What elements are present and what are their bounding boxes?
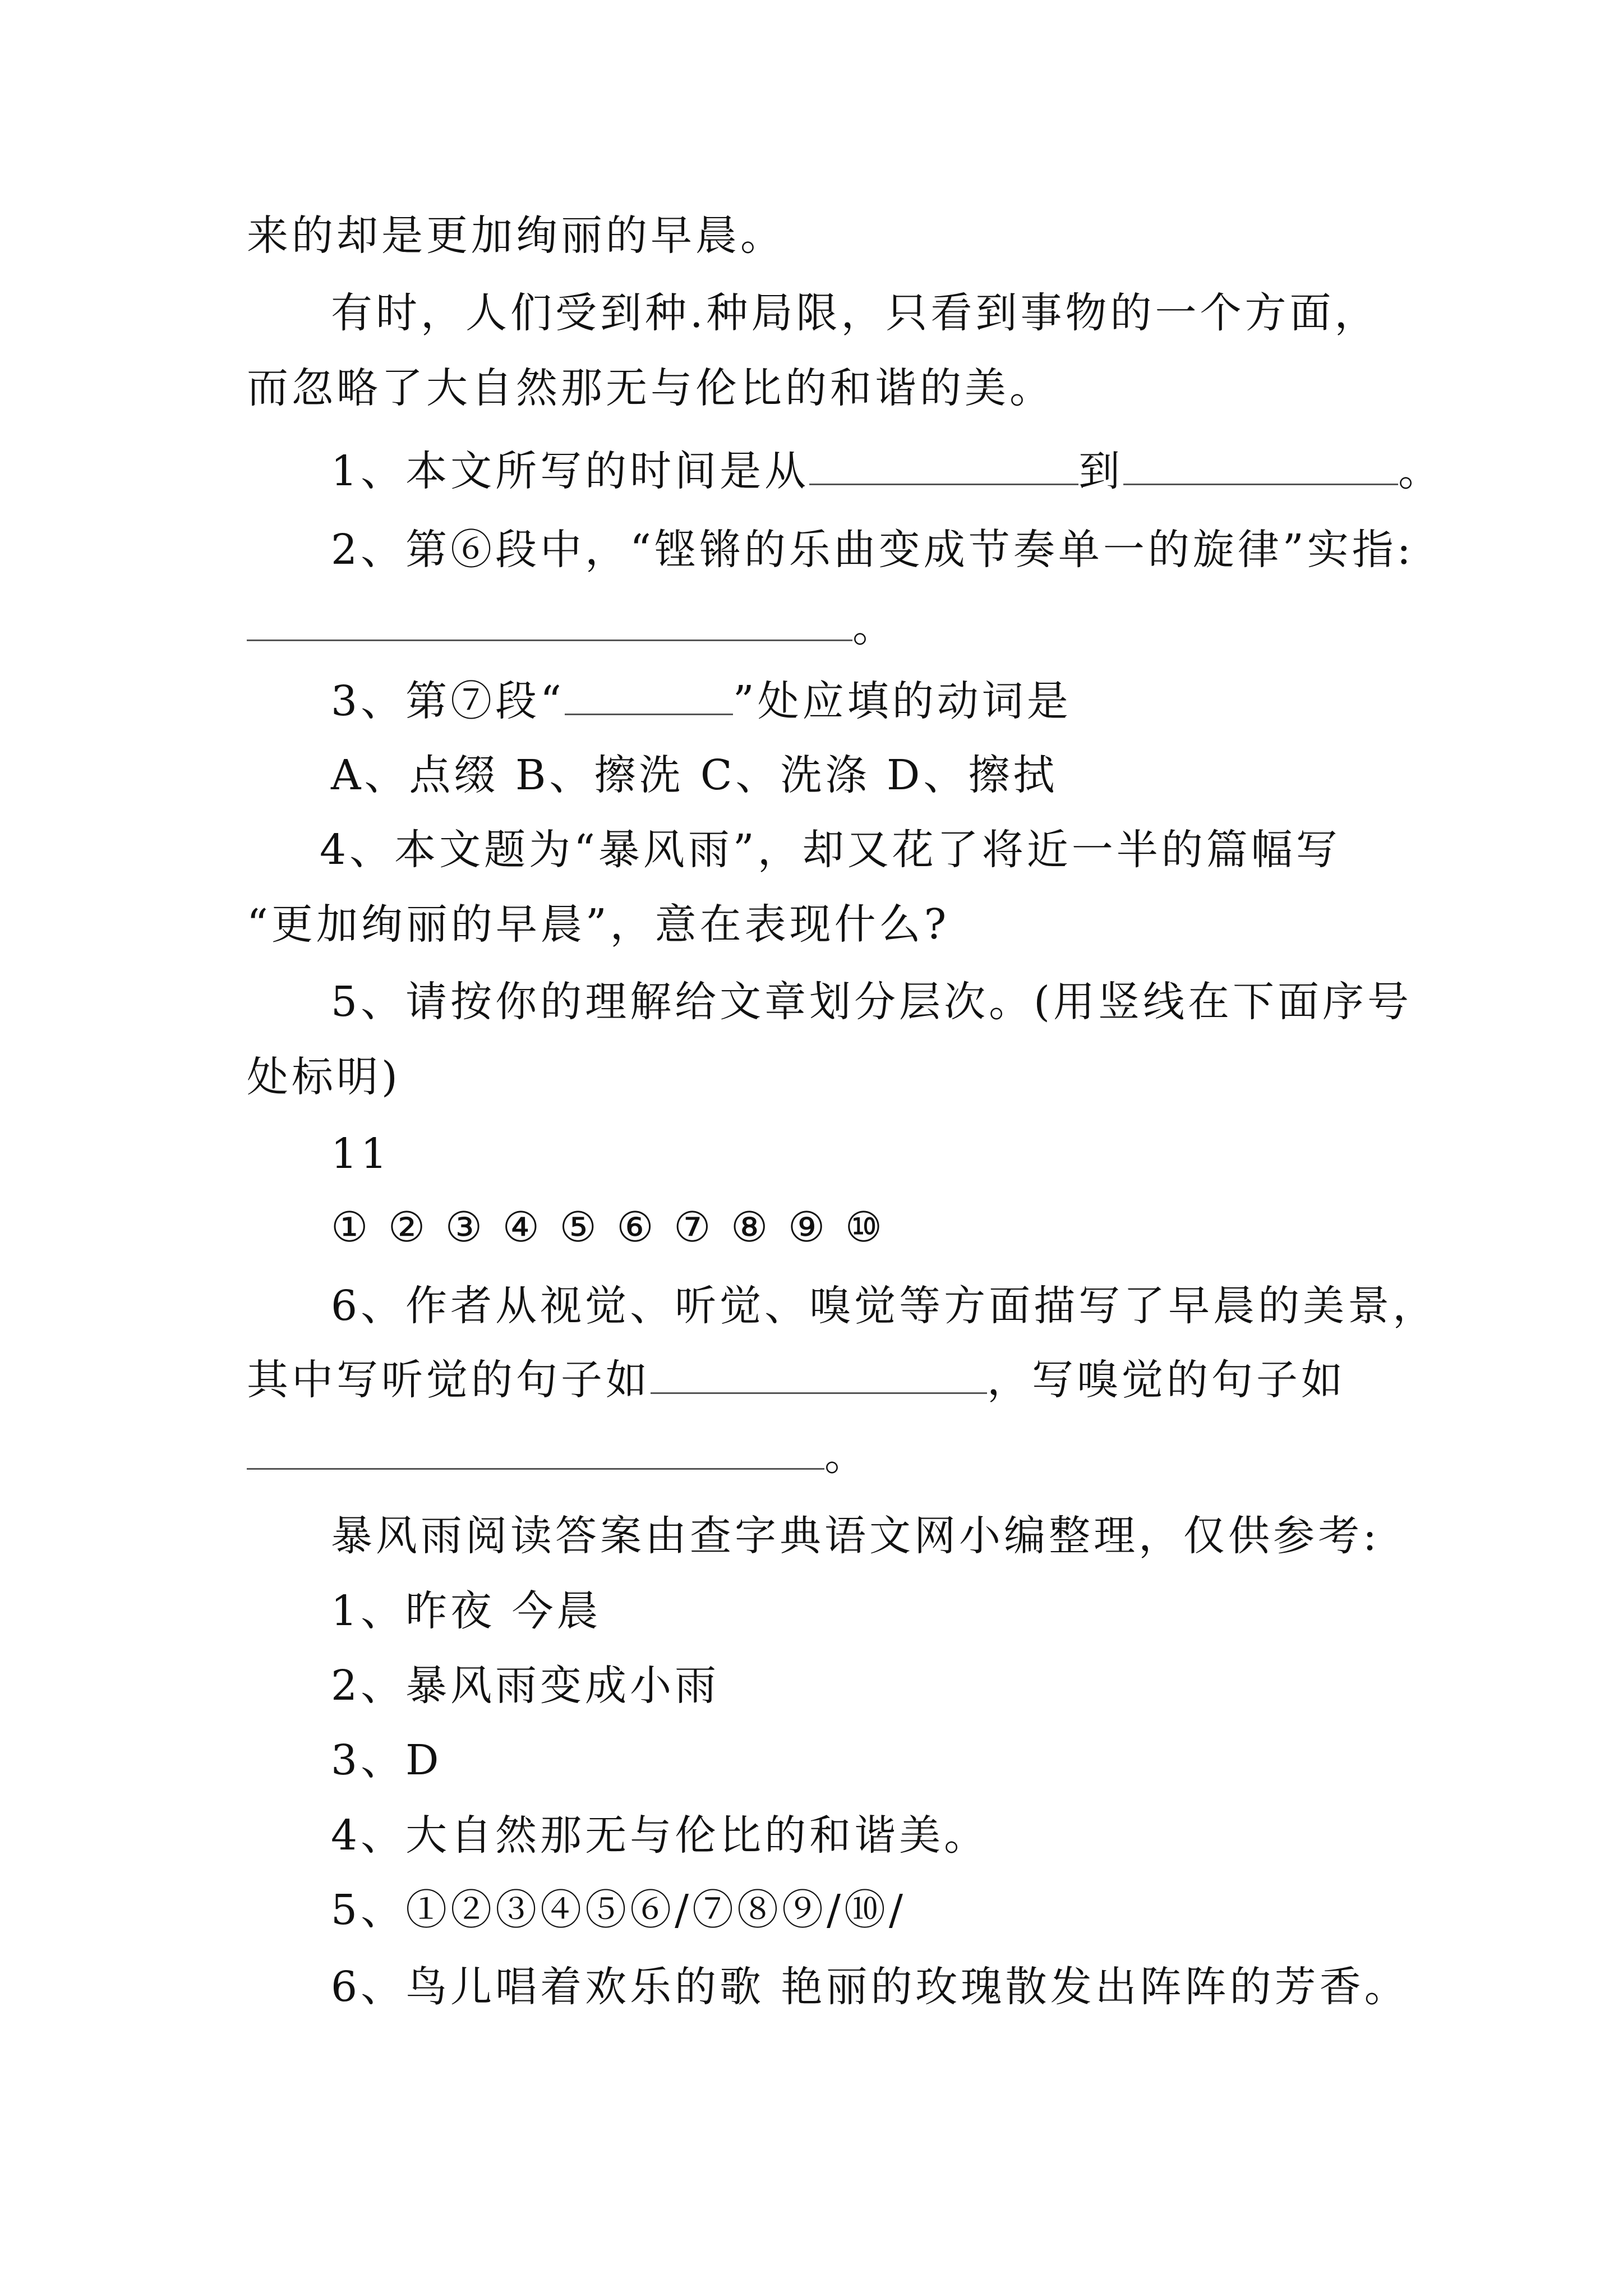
answer-2: 2、暴风雨变成小雨: [331, 1662, 720, 1710]
answer-blank: [809, 447, 1078, 485]
question-5-extra: 11: [331, 1130, 391, 1178]
answer-4: 4、大自然那无与伦比的和谐美。: [331, 1811, 989, 1860]
answer-blank: [247, 1431, 824, 1470]
question-6-line: 6、作者从视觉、听觉、嗅觉等方面描写了早晨的美景，: [331, 1282, 1438, 1330]
answers-intro: 暴风雨阅读答案由查字典语文网小编整理，仅供参考:: [331, 1512, 1380, 1560]
question-6-prefix: 其中写听觉的句子如: [247, 1356, 651, 1404]
answer-5: 5、①②③④⑤⑥/⑦⑧⑨/⑩/: [331, 1886, 906, 1934]
question-1: [331, 443, 1443, 499]
question-2-answer-line: [247, 599, 897, 655]
question-3-options: A、点缀 B、擦洗 C、洗涤 D、擦拭: [331, 751, 1058, 799]
question-6-line: [247, 1352, 1346, 1408]
question-2-end: 。: [852, 603, 897, 651]
question-1-prefix: 1、本文所写的时间是从: [331, 447, 810, 495]
passage-paragraph-line: 而忽略了大自然那无与伦比的和谐的美。: [247, 364, 1054, 412]
question-4-line: “更加绚丽的早晨”，意在表现什么?: [247, 900, 950, 949]
question-3: [331, 673, 1072, 729]
answer-blank: [247, 602, 852, 641]
question-6-end: 。: [824, 1432, 869, 1480]
question-6-suffix: ，写嗅觉的句子如: [987, 1356, 1346, 1404]
question-3-suffix: ”处应填的动词是: [732, 677, 1072, 725]
question-1-end: 。: [1398, 447, 1444, 495]
question-5-line: 5、请按你的理解给文章划分层次。(用竖线在下面序号: [331, 978, 1412, 1026]
question-5-line: 处标明): [247, 1053, 401, 1101]
question-4-line: 4、本文题为“暴风雨”，却又花了将近一半的篇幅写: [320, 826, 1341, 874]
answer-blank: [1123, 447, 1398, 485]
answer-1: 1、昨夜 今晨: [331, 1587, 602, 1635]
passage-paragraph-line: 有时，人们受到种.种局限，只看到事物的一个方面，: [331, 289, 1380, 337]
passage-line: 来的却是更加绚丽的早晨。: [247, 211, 785, 260]
question-6-answer-line: [247, 1428, 869, 1484]
answer-blank: [565, 677, 733, 715]
question-3-prefix: 3、第⑦段“: [331, 677, 565, 725]
question-1-middle: 到: [1078, 447, 1124, 495]
answer-blank: [651, 1355, 987, 1394]
answer-3: 3、D: [331, 1736, 442, 1784]
question-5-numbers: ① ② ③ ④ ⑤ ⑥ ⑦ ⑧ ⑨ ⑩: [331, 1203, 886, 1251]
answer-6: 6、鸟儿唱着欢乐的歌 艳丽的玫瑰散发出阵阵的芳香。: [331, 1963, 1409, 2011]
question-2: 2、第⑥段中，“铿锵的乐曲变成节奏单一的旋律”实指:: [331, 526, 1414, 574]
